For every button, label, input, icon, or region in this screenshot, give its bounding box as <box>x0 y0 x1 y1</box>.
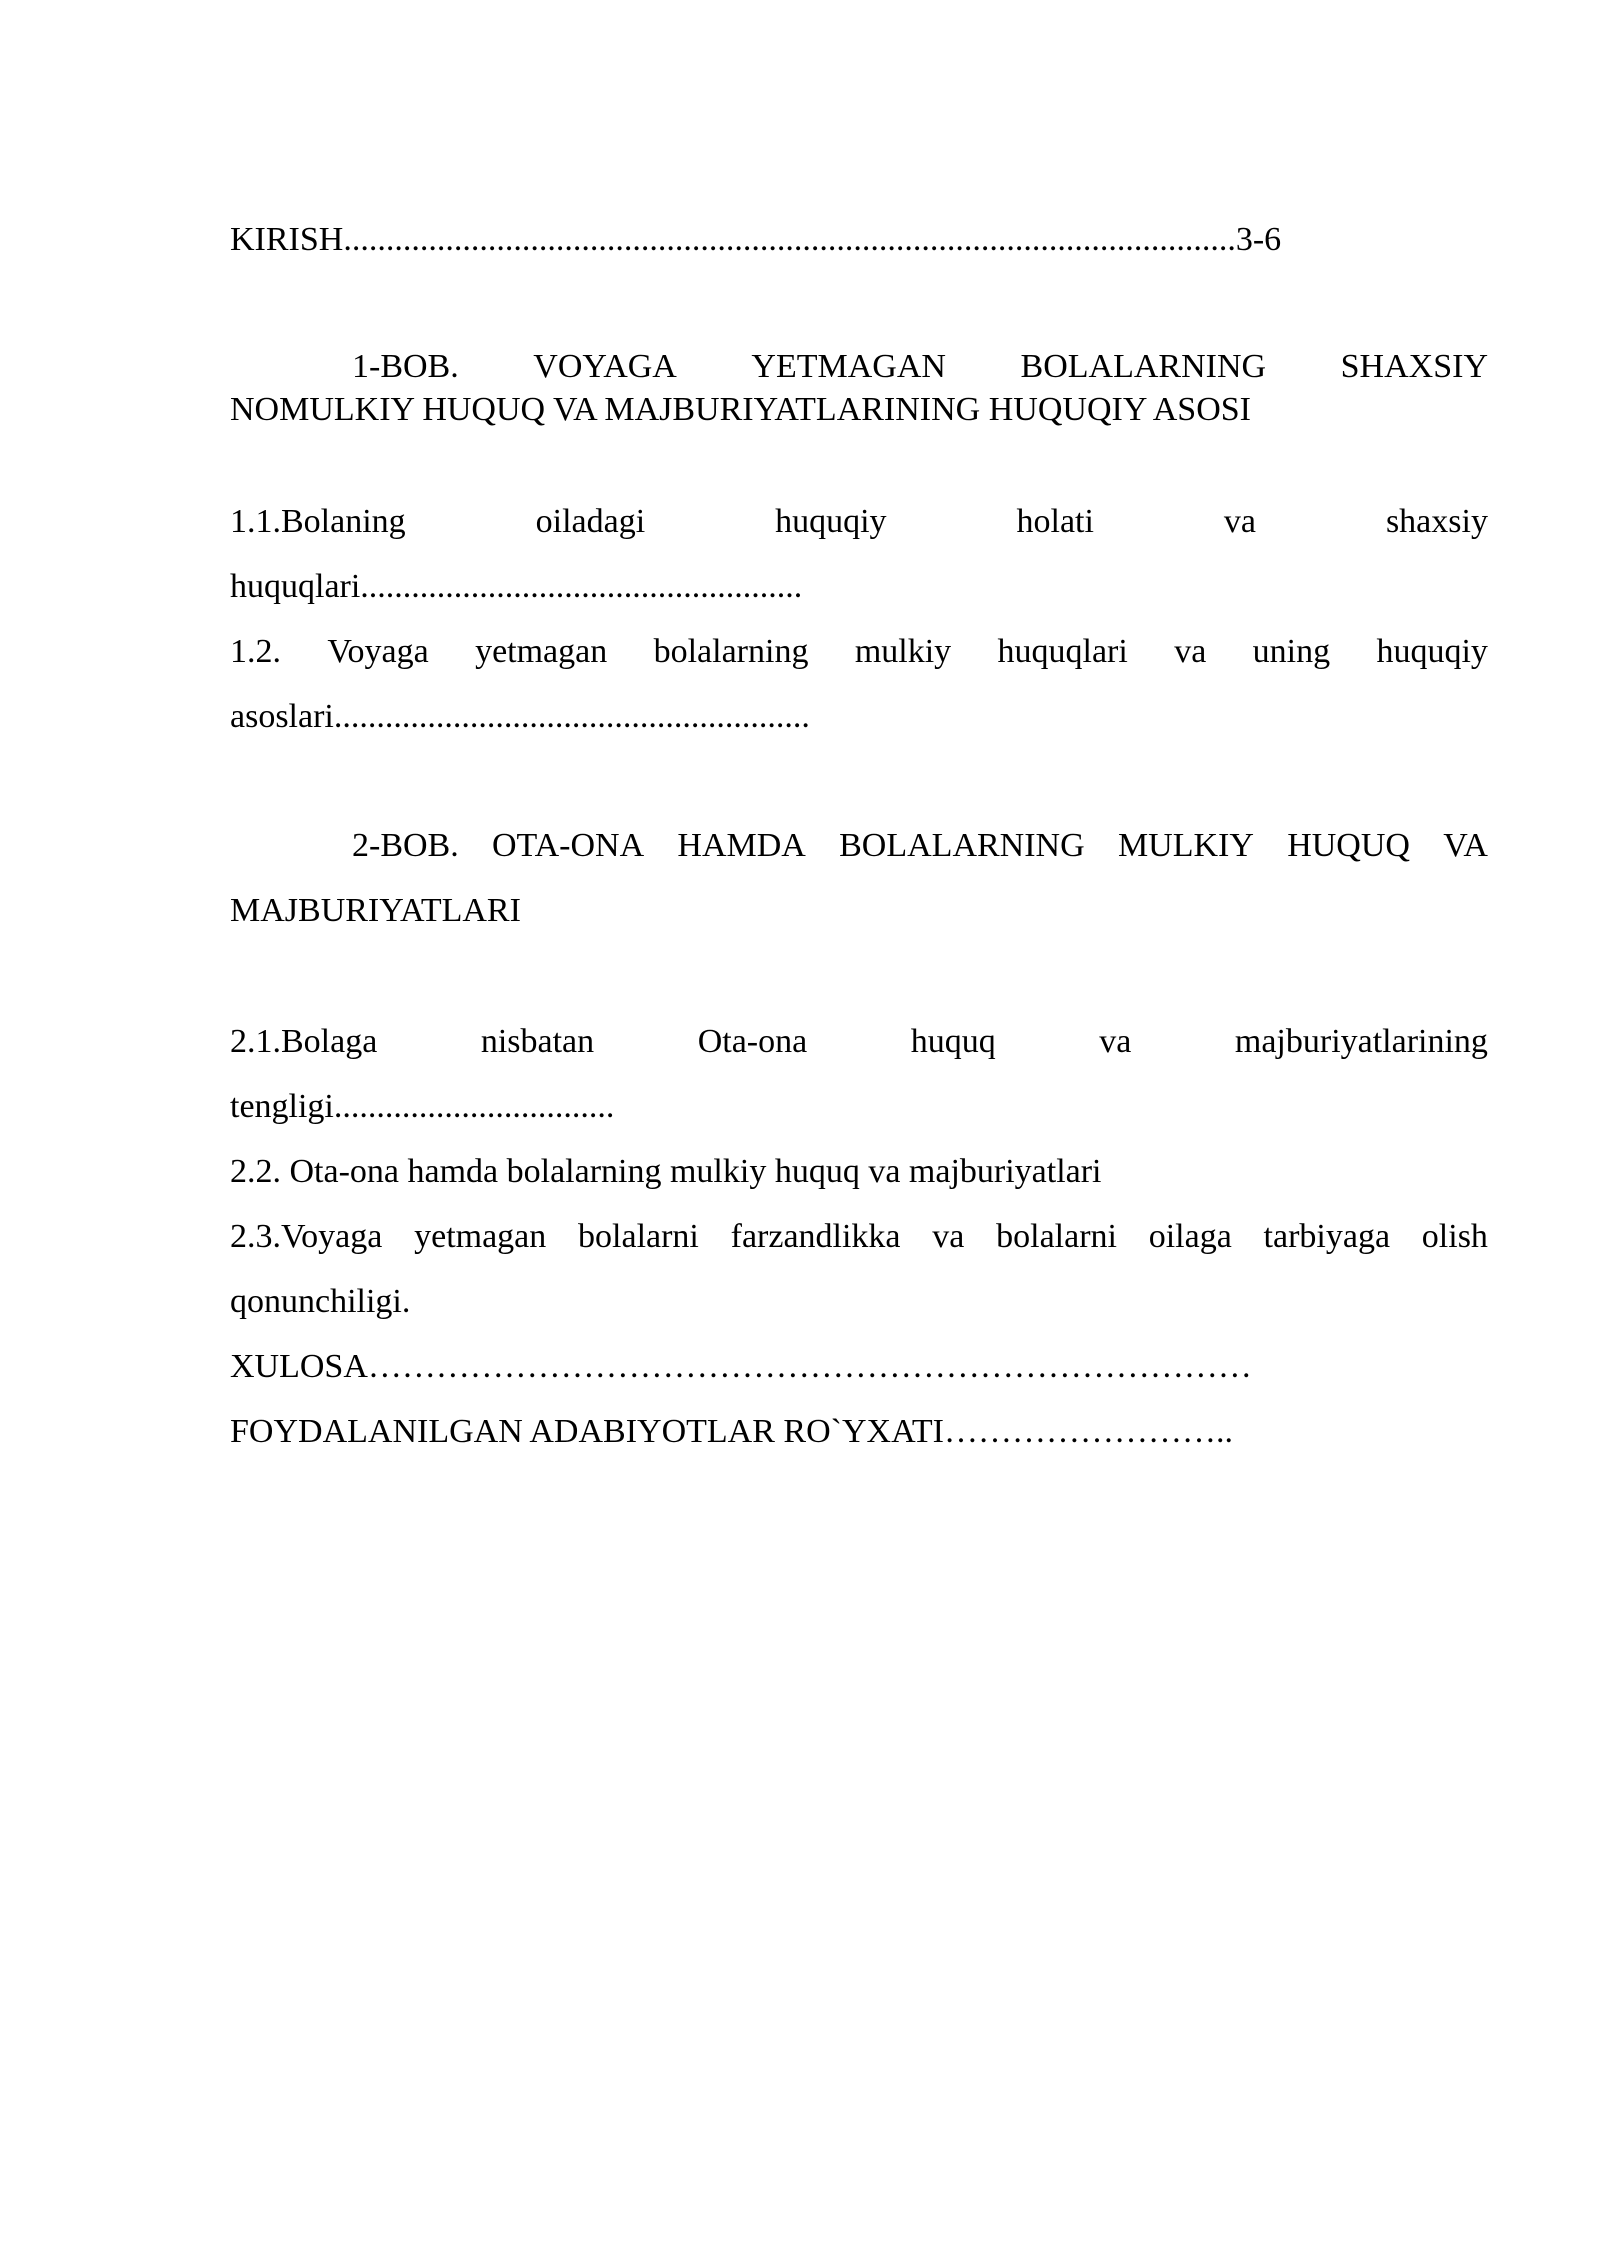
word: huquqiy <box>775 503 887 540</box>
toc-chapter1-line1 <box>230 347 1488 387</box>
word: oiladagi <box>535 503 646 540</box>
word: BOLALARNING <box>1020 348 1267 385</box>
word: mulkiy <box>854 633 952 670</box>
word: uning <box>1252 633 1331 670</box>
toc-section1-2-line2: asoslari........................................................ <box>230 698 810 735</box>
word: 1.2. <box>230 633 281 670</box>
word: Ota-ona <box>697 1023 808 1060</box>
toc-chapter2-line2: MAJBURIYATLARI <box>230 892 521 929</box>
word: 2-BOB. <box>352 827 459 864</box>
document-page <box>230 0 1488 2262</box>
toc-kirish: KIRISH.........................................................................................................3-6 <box>230 221 1282 258</box>
toc-xulosa: XULOSA…………………………………………………………………… <box>230 1348 1252 1385</box>
word: Voyaga <box>327 633 429 670</box>
word: va <box>932 1218 965 1255</box>
word: va <box>1099 1023 1132 1060</box>
word: BOLALARNING <box>839 827 1085 864</box>
toc-chapter1-line2: NOMULKIY HUQUQ VA MAJBURIYATLARINING HUQUQIY ASOSI <box>230 391 1251 428</box>
word: majburiyatlarining <box>1234 1023 1488 1060</box>
word: 2.3.Voyaga <box>230 1218 383 1255</box>
toc-section2-3-line1 <box>230 1217 1488 1257</box>
toc-section1-1-line1 <box>230 502 1488 542</box>
word: HAMDA <box>677 827 806 864</box>
word: yetmagan <box>414 1218 547 1255</box>
word: yetmagan <box>475 633 608 670</box>
word: huquq <box>910 1023 996 1060</box>
word: bolalarni <box>578 1218 699 1255</box>
toc-chapter2-line1 <box>230 826 1488 866</box>
word: huquqlari <box>997 633 1128 670</box>
word: shaxsiy <box>1385 503 1488 540</box>
word: bolalarni <box>996 1218 1117 1255</box>
word: 1-BOB. <box>352 348 459 385</box>
word: 1.1.Bolaning <box>230 503 406 540</box>
word: MULKIY <box>1117 827 1254 864</box>
word: va <box>1223 503 1256 540</box>
word: holati <box>1016 503 1094 540</box>
word: SHAXSIY <box>1340 348 1488 385</box>
word: 2.1.Bolaga <box>230 1023 378 1060</box>
word: olish <box>1421 1218 1488 1255</box>
word: HUQUQ <box>1287 827 1410 864</box>
toc-section1-2-line1 <box>230 632 1488 672</box>
word: va <box>1174 633 1207 670</box>
toc-section2-1-line2: tengligi................................. <box>230 1088 615 1125</box>
word: bolalarning <box>653 633 809 670</box>
word: oilaga <box>1148 1218 1232 1255</box>
word: OTA-ONA <box>492 827 645 864</box>
word: nisbatan <box>480 1023 595 1060</box>
toc-section2-1-line1 <box>230 1022 1488 1062</box>
toc-references: FOYDALANILGAN ADABIYOTLAR RO`YXATI…………………….. <box>230 1413 1233 1450</box>
word: VOYAGA <box>533 348 677 385</box>
word: tarbiyaga <box>1263 1218 1391 1255</box>
toc-section2-3-line2: qonunchiligi. <box>230 1283 411 1320</box>
word: huquqiy <box>1376 633 1488 670</box>
toc-section1-1-line2: huquqlari.................................................... <box>230 568 803 605</box>
toc-section2-2: 2.2. Ota-ona hamda bolalarning mulkiy huquq va majburiyatlari <box>230 1153 1102 1190</box>
word: VA <box>1443 827 1488 864</box>
word: farzandlikka <box>730 1218 901 1255</box>
word: YETMAGAN <box>751 348 946 385</box>
